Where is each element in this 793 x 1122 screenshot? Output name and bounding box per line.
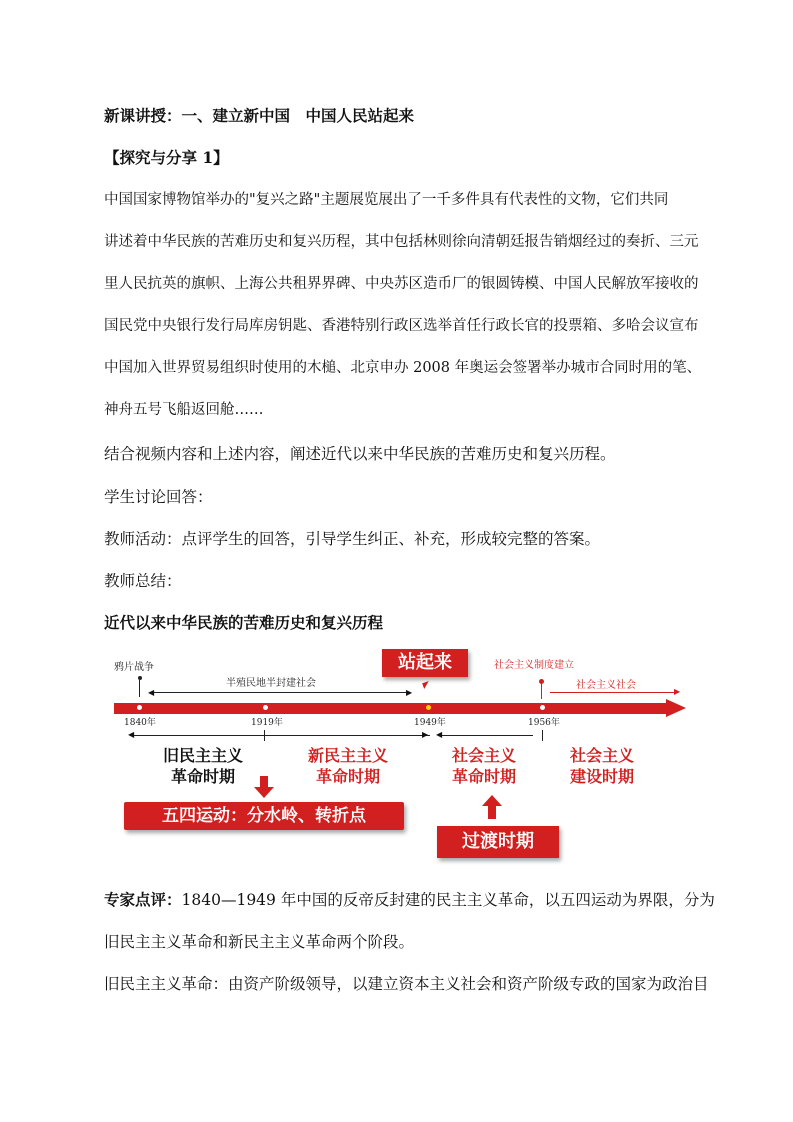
lesson-heading: 新课讲授：一、建立新中国 中国人民站起来 [104,106,415,125]
stage-line: 革命时期 [451,767,516,786]
inquiry-line: 讲述着中华民族的苦难历史和复兴历程，其中包括林则徐向清朝廷报告销烟经过的奏折、三元 [104,234,699,250]
inquiry-line: 中国加入世界贸易组织时使用的木槌、北京申办 2008 年奥运会签署举办城市合同时用的笔、 [104,360,702,376]
opium-war-connector [139,680,140,697]
history-timeline-diagram [100,640,700,865]
year-label: 1840年 [124,718,156,728]
expert-comment-line [104,890,715,910]
arrow-left-icon: ◀ [148,688,155,697]
period-divider [542,730,543,741]
socialist-system-connector [541,682,542,699]
may-fourth-box: 五四运动：分水岭、转折点 [124,802,404,830]
diagram-title: 近代以来中华民族的苦难历史和复兴历程 [104,613,384,632]
socialist-system-label: 社会主义制度建立 [494,660,574,671]
question-text: 结合视频内容和上述内容，阐述近代以来中华民族的苦难历史和复兴历程。 [104,445,616,463]
expert-label: 专家点评： [104,890,182,909]
stage-line: 革命时期 [170,767,235,786]
period-dimension-line [438,735,533,736]
expert-text: 1840—1949 年中国的反帝反封建的民主主义革命，以五四运动为界限，分为 [181,891,715,909]
timeline-bar [114,703,668,714]
stage-socialist-revolution [434,745,534,787]
up-arrow-shaft [488,805,496,819]
socialist-society-label: 社会主义社会 [576,680,636,691]
semi-colonial-line [152,692,408,693]
transition-period-box: 过渡时期 [437,826,559,858]
period-divider [264,730,265,741]
stood-up-box: 站起来 [382,649,468,677]
inquiry-line: 中国国家博物馆举办的"复兴之路"主题展览展出了一千多件具有代表性的文物，它们共同 [104,192,669,208]
stage-line: 旧民主主义 [162,746,243,765]
arrow-left-icon: ◀ [436,730,443,739]
arrow-right-icon: ▶ [422,730,429,739]
stage-line: 社会主义 [451,746,516,765]
stage-line: 社会主义 [569,746,634,765]
socialist-society-line [550,692,676,693]
expert-text-continued: 旧民主主义革命和新民主主义革命两个阶段。 [104,933,415,951]
section-label: 【探究与分享 1】 [104,148,229,167]
semi-colonial-label: 半殖民地半封建社会 [226,678,316,689]
year-dot [137,705,142,710]
year-dot [540,705,545,710]
old-democratic-text: 旧民主主义革命：由资产阶级领导，以建立资本主义社会和资产阶级专政的国家为政治目 [104,975,709,993]
stage-line: 建设时期 [569,767,634,786]
opium-war-label: 鸦片战争 [114,662,154,673]
flag-icon [422,681,431,689]
stage-line: 新民主主义 [307,746,388,765]
inquiry-line: 国民党中央银行发行局库房钥匙、香港特别行政区选举首任行政长官的投票箱、多哈会议宣布 [104,318,699,334]
inquiry-line: 神舟五号飞船返回舱…… [104,402,264,418]
arrow-right-icon: ▶ [674,687,681,696]
teacher-activity: 教师活动：点评学生的回答，引导学生纠正、补充，形成较完整的答案。 [104,530,601,548]
inquiry-line: 里人民抗英的旗帜、上海公共租界界碑、中央苏区造币厂的银圆铸模、中国人民解放军接收的 [104,276,699,292]
down-arrow-icon [254,787,274,798]
year-dot [263,705,268,710]
year-label: 1919年 [251,718,283,728]
arrow-right-icon: ▶ [406,688,413,697]
stage-new-democratic [293,745,403,787]
student-discussion: 学生讨论回答： [104,488,213,506]
socialist-system-dot [539,679,544,684]
timeline-arrowhead-icon [666,699,686,717]
period-dimension-line [130,735,430,736]
year-label: 1949年 [414,718,446,728]
stage-socialist-construction [552,745,652,787]
year-dot [426,705,431,710]
arrow-left-icon: ◀ [128,730,135,739]
teacher-summary: 教师总结： [104,572,182,590]
stage-line: 革命时期 [315,767,380,786]
stage-old-democratic [148,745,258,787]
year-label: 1956年 [528,718,560,728]
